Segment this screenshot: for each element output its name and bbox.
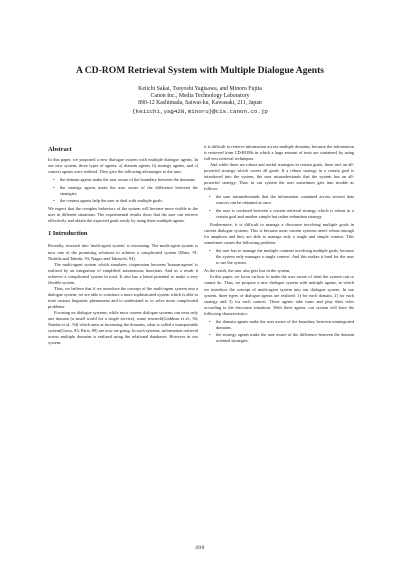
paper-title: A CD-ROM Retrieval System with Multiple Dialogue Agents bbox=[75, 65, 325, 76]
characteristic-bullet: • the domain agents make the user aware of the boundary between unintegrated domains. bbox=[216, 319, 354, 331]
characteristic-bullet: • the strategy agents make the user aware of the difference between the domain oriented strategies. bbox=[216, 332, 354, 344]
abstract-bullet: • the domain agents make the user aware of the boundary between the domains. bbox=[60, 177, 198, 183]
abstract-bullet-list bbox=[48, 177, 198, 204]
page-number: 400 bbox=[195, 545, 205, 551]
problem-bullet: • the user misunderstands that the information contained across several data sources can be obtained at once. bbox=[216, 194, 354, 206]
author-names: Keiichi Sakai, Tsuyoshi Yagisawa, and Minoru Fujita bbox=[138, 86, 262, 92]
author-affiliation: Canon Inc., Media Technology Laboratory bbox=[150, 93, 250, 100]
author-address: 890-12 Kashimada, Saiwai-ku, Kawasaki, 211, Japan bbox=[138, 100, 262, 107]
intro-paragraph: The multi-agent system which simulates cooperation between 'human-agents' is realized by an integration of simplified autonomous functions. And as a result it achieves a complicated system in total. It also has a latent potential to make a very flexible system. bbox=[48, 261, 198, 285]
body-paragraph: As the result, the user also gets lost in the system. bbox=[204, 268, 291, 274]
abstract-closing: We expect that the complex behaviors of the system will become more visible to the user in different situations. The experimental results show that the user can retrieve effectively and obtain the expected goals easily by using these multiple agents. bbox=[48, 206, 198, 224]
right-column bbox=[204, 144, 354, 346]
abstract-bullet: • the context agents help the user to deal with multiple goals. bbox=[60, 198, 198, 204]
body-paragraph: And while there are robust and useful strategies in certain goals, there isn't an all-powerful strategy which covers all goals. If a robust strategy in a certain goal is introduced into the system, the user misunderstands that the system has an all-powerful strategy. Thus, in our system the user sometimes gets into trouble as follows: bbox=[204, 162, 354, 192]
intro-paragraph: Focusing on dialogue systems, while most current dialogue systems can treat only one domain (a small world for a single service), some research(Goddeau et al., 94; Namba et al., 94) which aims at increasing the domains, what is called a transportable system(Grosz, 83; Paris, 89) are now on-going. In such systems, information retrieval across multiple domains is realized using the relational databases. However in our system, bbox=[48, 309, 198, 346]
section-heading-introduction: 1 Introduction bbox=[48, 230, 88, 238]
context-bullet-list bbox=[204, 248, 354, 266]
abstract-bullet: • the strategy agents make the user aware of the difference between the strategies. bbox=[60, 185, 198, 197]
body-paragraph: Furthermore, it is difficult to manage a discourse involving multiple goals in current dialogue systems. This is because most current systems aren't robust enough for anaphora and they are able to manage only a single and simple context. This sometimes causes the following problem: bbox=[204, 222, 354, 246]
author-email: {keiichi,yag428,minoru}@cis.canon.co.jp bbox=[132, 107, 268, 115]
characteristic-bullet-list bbox=[204, 319, 354, 345]
problem-bullet-list bbox=[204, 194, 354, 220]
abstract-heading: Abstract bbox=[48, 146, 72, 153]
abstract-intro: In this paper, we proposed a new dialogue system with multiple dialogue agents. In our new system, three types of agents: a) domain agents, b) strategy agents, and c) context agents were realized. They give the following advantages to the user: bbox=[48, 157, 198, 175]
left-column bbox=[48, 146, 198, 346]
intro-paragraph: Thus, we believe that if we introduce the concept of the multi-agent system into a dialogue system, we are able to construct a more sophisticated system which is able to treat various linguistic phenomena and to understand or to solve more complicated problems. bbox=[48, 285, 198, 309]
problem-bullet: • the user is confused between a certain retrieval strategy which is robust in a certain goal and another simple but rather redundant strategy. bbox=[216, 208, 354, 220]
intro-paragraph: Recently, research into 'multi-agent system' is increasing. The multi-agent system is now one of the promising solutions to achieve a complicated system (Maes, 91; Nishida and Takeda, 93; Nagao and Takeuchi, 94). bbox=[48, 243, 198, 261]
body-paragraph: In this paper, we focus on how to make the user aware of what the system can or cannot do. Thus, we propose a new dialogue system with multiple agents, in which we introduce the concept of multi-agent system into our dialogue system. In our system, three types of dialogue agents are realized: 1) for each domain, 2) for each strategy and 3) for each context. These agents take turns and play their roles according to the discourse situations. With these agents, our system will have the following characteristics: bbox=[204, 274, 354, 316]
body-paragraph: it is difficult to retrieve information across multiple domains, because the information is retrieved from CD-ROMs in which a large amount of texts are contained, by using full-text retrieval techniques. bbox=[204, 144, 354, 162]
context-bullet: • the user has to manage the multiple contexts involving multiple goals, because the system only manages a single context. And this makes it hard for the user to use the system. bbox=[216, 248, 354, 266]
author-block bbox=[20, 86, 380, 115]
